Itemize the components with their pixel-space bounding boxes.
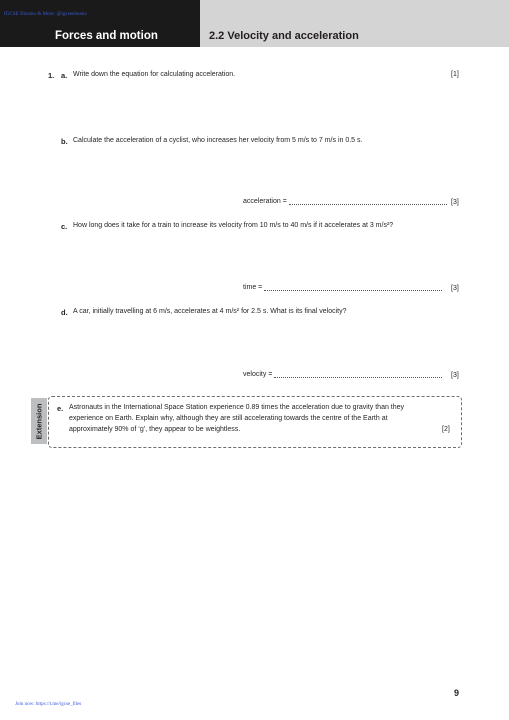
part-c-answer-line[interactable] [243, 284, 442, 291]
part-b-label: b. [61, 137, 68, 146]
answer-dots [264, 284, 442, 291]
part-e-line-2: experience on Earth. Explain why, although they are still accelerating towards the centre of the Earth at [69, 415, 388, 422]
part-e-line-1: Astronauts in the International Space Station experience 0.89 times the acceleration due to gravity than they [69, 404, 405, 411]
part-b-answer-line[interactable] [243, 198, 447, 205]
part-d-answer-line[interactable] [243, 371, 442, 378]
part-a-text: Write down the equation for calculating acceleration. [73, 71, 236, 78]
part-e-marks: [2] [442, 426, 450, 433]
question-number: 1. [48, 71, 55, 80]
watermark: IGCSE Ebooks & More: @igcseebooks [4, 12, 87, 17]
footer-link[interactable]: Join now: https://t.me/igcse_files [15, 702, 82, 707]
page-number: 9 [454, 688, 460, 698]
extension-tab [31, 398, 47, 444]
part-c-label: c. [61, 222, 68, 231]
part-c-marks: [3] [451, 285, 459, 292]
part-e-label: e. [57, 404, 64, 413]
part-e-line-3: approximately 90% of ‘g’, they appear to be weightless. [69, 426, 241, 433]
part-d-answer-label: velocity = [243, 371, 273, 378]
part-a-label: a. [61, 71, 68, 80]
part-c-text: How long does it take for a train to increase its velocity from 10 m/s to 40 m/s if it accelerates at 3 m/s²? [73, 222, 394, 229]
part-d-marks: [3] [451, 372, 459, 379]
part-a-marks: [1] [451, 71, 459, 78]
extension-label: Extension [34, 403, 44, 439]
part-c-answer-label: time = [243, 284, 263, 291]
unit-title: Forces and motion [55, 30, 158, 42]
part-b-text: Calculate the acceleration of a cyclist, who increases her velocity from 5 m/s to 7 m/s in 0.5 s. [73, 137, 363, 144]
part-b-marks: [3] [451, 199, 459, 206]
answer-dots [274, 371, 442, 378]
part-b-answer-label: acceleration = [243, 198, 287, 205]
section-title: 2.2 Velocity and acceleration [209, 30, 359, 42]
part-d-label: d. [61, 308, 68, 317]
answer-dots [289, 198, 447, 205]
part-d-text: A car, initially travelling at 6 m/s, accelerates at 4 m/s² for 2.5 s. What is its final velocity? [73, 308, 347, 315]
